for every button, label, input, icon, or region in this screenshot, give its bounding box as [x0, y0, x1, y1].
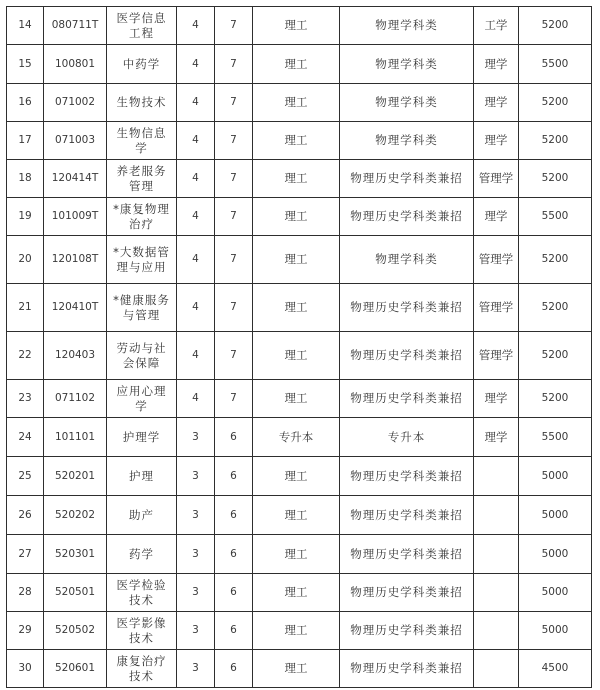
- major-code: 120403: [44, 332, 107, 380]
- row-index: 28: [7, 574, 44, 612]
- table-row: [7, 284, 592, 332]
- major-name: *康复物理治疗: [107, 198, 177, 236]
- study-years: 4: [177, 332, 215, 380]
- fee-cell: 4500: [519, 650, 592, 688]
- fee-cell: 5500: [519, 198, 592, 236]
- category-cell: 理工: [253, 45, 340, 84]
- count-cell: 7: [215, 7, 253, 45]
- subject-cell: 物理历史学科类兼招: [340, 198, 474, 236]
- major-code: 520301: [44, 535, 107, 574]
- major-code: 520601: [44, 650, 107, 688]
- fee-cell: 5500: [519, 418, 592, 457]
- major-code: 071002: [44, 84, 107, 122]
- category-cell: 理工: [253, 535, 340, 574]
- category-cell: 理工: [253, 84, 340, 122]
- row-index: 19: [7, 198, 44, 236]
- majors-table: [6, 6, 592, 688]
- table-row: [7, 160, 592, 198]
- count-cell: 7: [215, 198, 253, 236]
- subject-cell: 物理历史学科类兼招: [340, 650, 474, 688]
- fee-cell: 5200: [519, 160, 592, 198]
- major-name: *健康服务与管理: [107, 284, 177, 332]
- category-cell: 理工: [253, 122, 340, 160]
- major-name: 医学检验技术: [107, 574, 177, 612]
- fee-cell: 5200: [519, 332, 592, 380]
- table-row: [7, 535, 592, 574]
- subject-cell: 物理历史学科类兼招: [340, 457, 474, 496]
- degree-cell: [474, 496, 519, 535]
- major-name: 劳动与社会保障: [107, 332, 177, 380]
- subject-cell: 物理学科类: [340, 45, 474, 84]
- category-cell: 理工: [253, 612, 340, 650]
- category-cell: 理工: [253, 380, 340, 418]
- count-cell: 6: [215, 496, 253, 535]
- degree-cell: [474, 535, 519, 574]
- category-cell: 理工: [253, 198, 340, 236]
- table-row: [7, 418, 592, 457]
- table-row: [7, 457, 592, 496]
- count-cell: 6: [215, 535, 253, 574]
- major-name: 应用心理学: [107, 380, 177, 418]
- row-index: 30: [7, 650, 44, 688]
- fee-cell: 5000: [519, 612, 592, 650]
- degree-cell: 理学: [474, 198, 519, 236]
- degree-cell: [474, 612, 519, 650]
- row-index: 15: [7, 45, 44, 84]
- study-years: 3: [177, 650, 215, 688]
- fee-cell: 5200: [519, 7, 592, 45]
- major-name: 药学: [107, 535, 177, 574]
- study-years: 3: [177, 612, 215, 650]
- category-cell: 理工: [253, 284, 340, 332]
- category-cell: 专升本: [253, 418, 340, 457]
- row-index: 22: [7, 332, 44, 380]
- study-years: 4: [177, 198, 215, 236]
- table-row: [7, 7, 592, 45]
- degree-cell: [474, 650, 519, 688]
- table-row: [7, 650, 592, 688]
- major-code: 071003: [44, 122, 107, 160]
- category-cell: 理工: [253, 650, 340, 688]
- major-name: 医学影像技术: [107, 612, 177, 650]
- count-cell: 7: [215, 160, 253, 198]
- count-cell: 6: [215, 650, 253, 688]
- count-cell: 7: [215, 45, 253, 84]
- count-cell: 7: [215, 122, 253, 160]
- count-cell: 7: [215, 84, 253, 122]
- fee-cell: 5200: [519, 84, 592, 122]
- major-code: 101009T: [44, 198, 107, 236]
- row-index: 29: [7, 612, 44, 650]
- fee-cell: 5000: [519, 496, 592, 535]
- subject-cell: 物理历史学科类兼招: [340, 332, 474, 380]
- degree-cell: 理学: [474, 380, 519, 418]
- subject-cell: 物理历史学科类兼招: [340, 535, 474, 574]
- row-index: 26: [7, 496, 44, 535]
- table-row: [7, 84, 592, 122]
- subject-cell: 物理历史学科类兼招: [340, 612, 474, 650]
- study-years: 4: [177, 122, 215, 160]
- study-years: 4: [177, 84, 215, 122]
- major-code: 520502: [44, 612, 107, 650]
- major-name: 生物信息学: [107, 122, 177, 160]
- row-index: 23: [7, 380, 44, 418]
- degree-cell: [474, 457, 519, 496]
- major-code: 520501: [44, 574, 107, 612]
- study-years: 3: [177, 418, 215, 457]
- study-years: 4: [177, 236, 215, 284]
- degree-cell: 理学: [474, 418, 519, 457]
- subject-cell: 物理学科类: [340, 122, 474, 160]
- major-code: 520202: [44, 496, 107, 535]
- degree-cell: 管理学: [474, 236, 519, 284]
- major-name: 护理: [107, 457, 177, 496]
- study-years: 4: [177, 284, 215, 332]
- major-name: 医学信息工程: [107, 7, 177, 45]
- degree-cell: 管理学: [474, 284, 519, 332]
- fee-cell: 5000: [519, 535, 592, 574]
- table-row: [7, 496, 592, 535]
- degree-cell: 管理学: [474, 160, 519, 198]
- count-cell: 7: [215, 332, 253, 380]
- subject-cell: 物理历史学科类兼招: [340, 284, 474, 332]
- row-index: 21: [7, 284, 44, 332]
- category-cell: 理工: [253, 332, 340, 380]
- category-cell: 理工: [253, 160, 340, 198]
- fee-cell: 5200: [519, 284, 592, 332]
- study-years: 4: [177, 7, 215, 45]
- major-code: 100801: [44, 45, 107, 84]
- degree-cell: 理学: [474, 84, 519, 122]
- major-name: *大数据管理与应用: [107, 236, 177, 284]
- major-name: 护理学: [107, 418, 177, 457]
- row-index: 14: [7, 7, 44, 45]
- count-cell: 6: [215, 612, 253, 650]
- table-row: [7, 198, 592, 236]
- fee-cell: 5000: [519, 574, 592, 612]
- count-cell: 6: [215, 418, 253, 457]
- fee-cell: 5200: [519, 380, 592, 418]
- row-index: 27: [7, 535, 44, 574]
- subject-cell: 物理历史学科类兼招: [340, 574, 474, 612]
- study-years: 3: [177, 574, 215, 612]
- major-name: 助产: [107, 496, 177, 535]
- row-index: 16: [7, 84, 44, 122]
- major-name: 生物技术: [107, 84, 177, 122]
- table-row: [7, 122, 592, 160]
- category-cell: 理工: [253, 236, 340, 284]
- major-code: 101101: [44, 418, 107, 457]
- subject-cell: 物理学科类: [340, 84, 474, 122]
- category-cell: 理工: [253, 574, 340, 612]
- category-cell: 理工: [253, 457, 340, 496]
- degree-cell: 管理学: [474, 332, 519, 380]
- degree-cell: 理学: [474, 122, 519, 160]
- subject-cell: 专升本: [340, 418, 474, 457]
- major-code: 120108T: [44, 236, 107, 284]
- count-cell: 7: [215, 380, 253, 418]
- major-name: 养老服务管理: [107, 160, 177, 198]
- table-row: [7, 380, 592, 418]
- count-cell: 7: [215, 284, 253, 332]
- degree-cell: 工学: [474, 7, 519, 45]
- degree-cell: 理学: [474, 45, 519, 84]
- category-cell: 理工: [253, 496, 340, 535]
- category-cell: 理工: [253, 7, 340, 45]
- major-code: 120410T: [44, 284, 107, 332]
- count-cell: 6: [215, 457, 253, 496]
- subject-cell: 物理历史学科类兼招: [340, 496, 474, 535]
- subject-cell: 物理学科类: [340, 7, 474, 45]
- count-cell: 6: [215, 574, 253, 612]
- subject-cell: 物理历史学科类兼招: [340, 160, 474, 198]
- study-years: 4: [177, 160, 215, 198]
- fee-cell: 5200: [519, 236, 592, 284]
- degree-cell: [474, 574, 519, 612]
- table-row: [7, 45, 592, 84]
- subject-cell: 物理学科类: [340, 236, 474, 284]
- major-name: 中药学: [107, 45, 177, 84]
- study-years: 4: [177, 45, 215, 84]
- fee-cell: 5000: [519, 457, 592, 496]
- major-name: 康复治疗技术: [107, 650, 177, 688]
- study-years: 4: [177, 380, 215, 418]
- study-years: 3: [177, 457, 215, 496]
- table-row: [7, 612, 592, 650]
- fee-cell: 5200: [519, 122, 592, 160]
- table-row: [7, 332, 592, 380]
- major-code: 520201: [44, 457, 107, 496]
- subject-cell: 物理历史学科类兼招: [340, 380, 474, 418]
- row-index: 17: [7, 122, 44, 160]
- row-index: 18: [7, 160, 44, 198]
- table-row: [7, 236, 592, 284]
- major-code: 080711T: [44, 7, 107, 45]
- study-years: 3: [177, 496, 215, 535]
- major-code: 120414T: [44, 160, 107, 198]
- major-code: 071102: [44, 380, 107, 418]
- table-row: [7, 574, 592, 612]
- count-cell: 7: [215, 236, 253, 284]
- study-years: 3: [177, 535, 215, 574]
- row-index: 20: [7, 236, 44, 284]
- fee-cell: 5500: [519, 45, 592, 84]
- row-index: 24: [7, 418, 44, 457]
- row-index: 25: [7, 457, 44, 496]
